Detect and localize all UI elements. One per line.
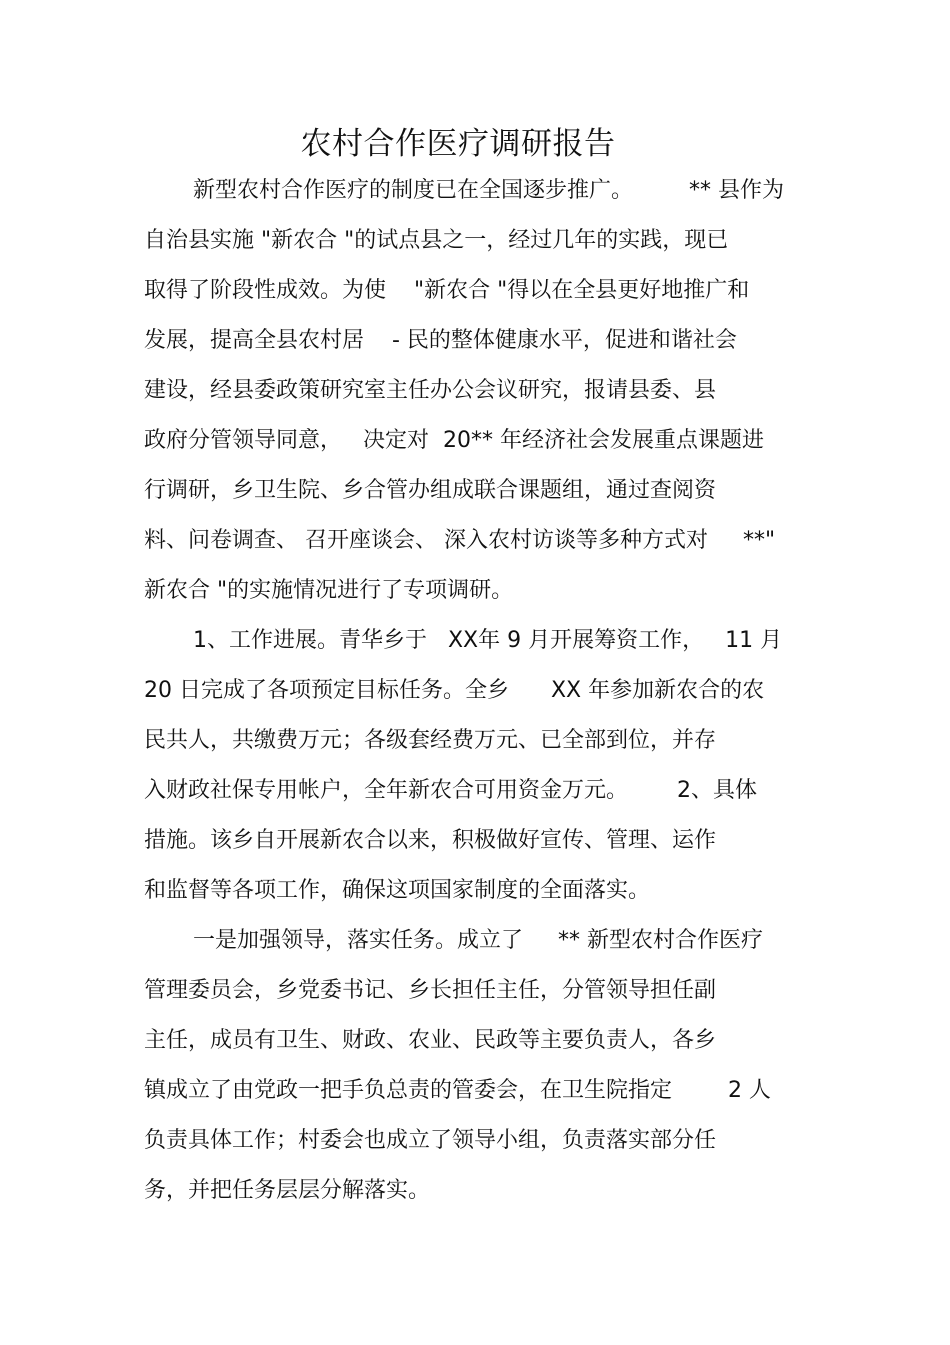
text-line: 主任，成员有卫生、财政、农业、民政等主要负责人，各乡 [144, 1028, 717, 1053]
text-line: 新农合 "的实施情况进行了专项调研。 [144, 578, 514, 603]
text-line: 行调研，乡卫生院、乡合管办组成联合课题组，通过查阅资 [144, 478, 717, 503]
text-line: 管理委员会，乡党委书记、乡长担任主任，分管领导担任副 [144, 978, 717, 1003]
text-line: 建设，经县委政策研究室主任办公会议研究，报请县委、县 [144, 378, 717, 403]
text-line: 发展，提高全县农村居 - 民的整体健康水平，促进和谐社会 [144, 328, 737, 353]
text-line: 入财政社保专用帐户，全年新农合可用资金万元。 2、具体 [144, 778, 757, 803]
text-line: 1、工作进展。青华乡于 XX年 9 月开展筹资工作， 11 月 [193, 628, 783, 653]
text-line: 务，并把任务层层分解落实。 [144, 1178, 431, 1203]
text-line: 自治县实施 "新农合 "的试点县之一，经过几年的实践，现已 [144, 228, 729, 253]
text-line: 料、问卷调查、 召开座谈会、 深入农村访谈等多种方式对 **" [144, 528, 776, 553]
text-line: 民共人，共缴费万元；各级套经费万元、已全部到位，并存 [144, 728, 717, 753]
text-line: 措施。该乡自开展新农合以来，积极做好宣传、管理、运作 [144, 828, 717, 853]
text-line: 新型农村合作医疗的制度已在全国逐步推广。 ** 县作为 [193, 178, 784, 203]
text-line: 镇成立了由党政一把手负总责的管委会，在卫生院指定 2 人 [144, 1078, 771, 1103]
text-line: 20 日完成了各项预定目标任务。全乡 XX 年参加新农合的农 [144, 678, 765, 703]
text-line: 负责具体工作；村委会也成立了领导小组，负责落实部分任 [144, 1128, 717, 1153]
text-line: 和监督等各项工作，确保这项国家制度的全面落实。 [144, 878, 651, 903]
text-line: 一是加强领导，落实任务。成立了 ** 新型农村合作医疗 [193, 928, 763, 953]
document-title: 农村合作医疗调研报告 [300, 126, 616, 162]
text-line: 政府分管领导同意， 决定对 20** 年经济社会发展重点课题进 [144, 428, 764, 453]
text-line: 取得了阶段性成效。为使 "新农合 "得以在全县更好地推广和 [144, 278, 750, 303]
